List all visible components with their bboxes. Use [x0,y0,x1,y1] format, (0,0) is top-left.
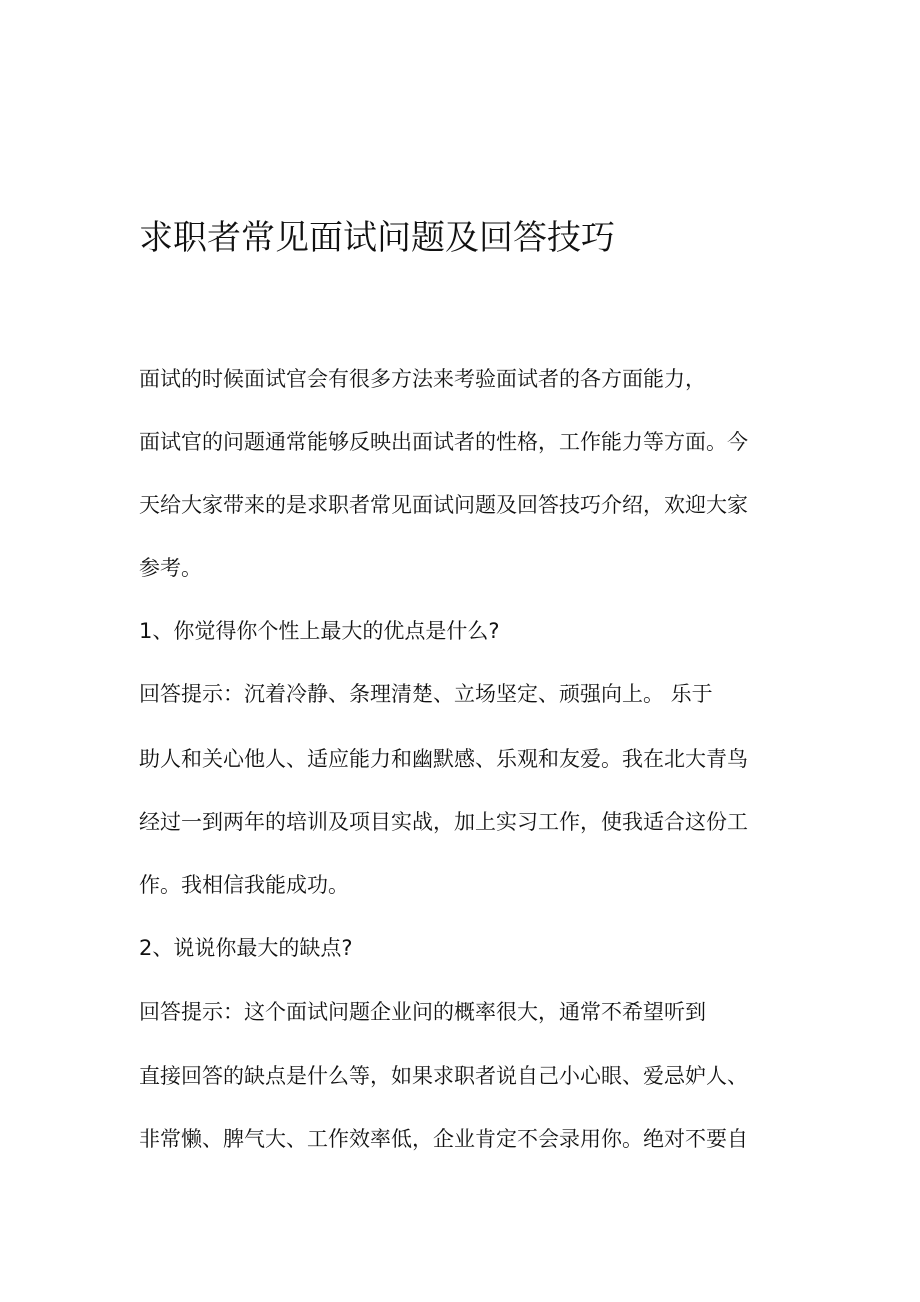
document-title: 求职者常见面试问题及回答技巧 [139,218,615,258]
answer-2-line-1: 回答提示：这个面试问题企业问的概率很大，通常不希望听到 [139,1000,706,1024]
body-line-1: 面试的时候面试官会有很多方法来考验面试者的各方面能力， [139,367,706,391]
body-line-4: 参考。 [139,556,202,580]
answer-1-line-2: 助人和关心他人、适应能力和幽默感、乐观和友爱。我在北大青鸟 [139,747,748,771]
answer-1-line-3: 经过一到两年的培训及项目实战，加上实习工作，使我适合这份工 [139,810,748,834]
body-line-3: 天给大家带来的是求职者常见面试问题及回答技巧介绍，欢迎大家 [139,493,748,517]
answer-1-line-1: 回答提示：沉着冷静、条理清楚、立场坚定、顽强向上。 乐于 [139,682,713,706]
answer-2-line-3: 非常懒、脾气大、工作效率低，企业肯定不会录用你。绝对不要自 [139,1127,748,1151]
answer-1-line-4: 作。我相信我能成功。 [139,873,349,897]
body-line-2: 面试官的问题通常能够反映出面试者的性格，工作能力等方面。今 [139,430,748,454]
question-1: 1、你觉得你个性上最大的优点是什么? [139,619,500,643]
question-2: 2、说说你最大的缺点? [139,936,353,960]
answer-2-line-2: 直接回答的缺点是什么等，如果求职者说自己小心眼、爱忌妒人、 [139,1064,748,1088]
